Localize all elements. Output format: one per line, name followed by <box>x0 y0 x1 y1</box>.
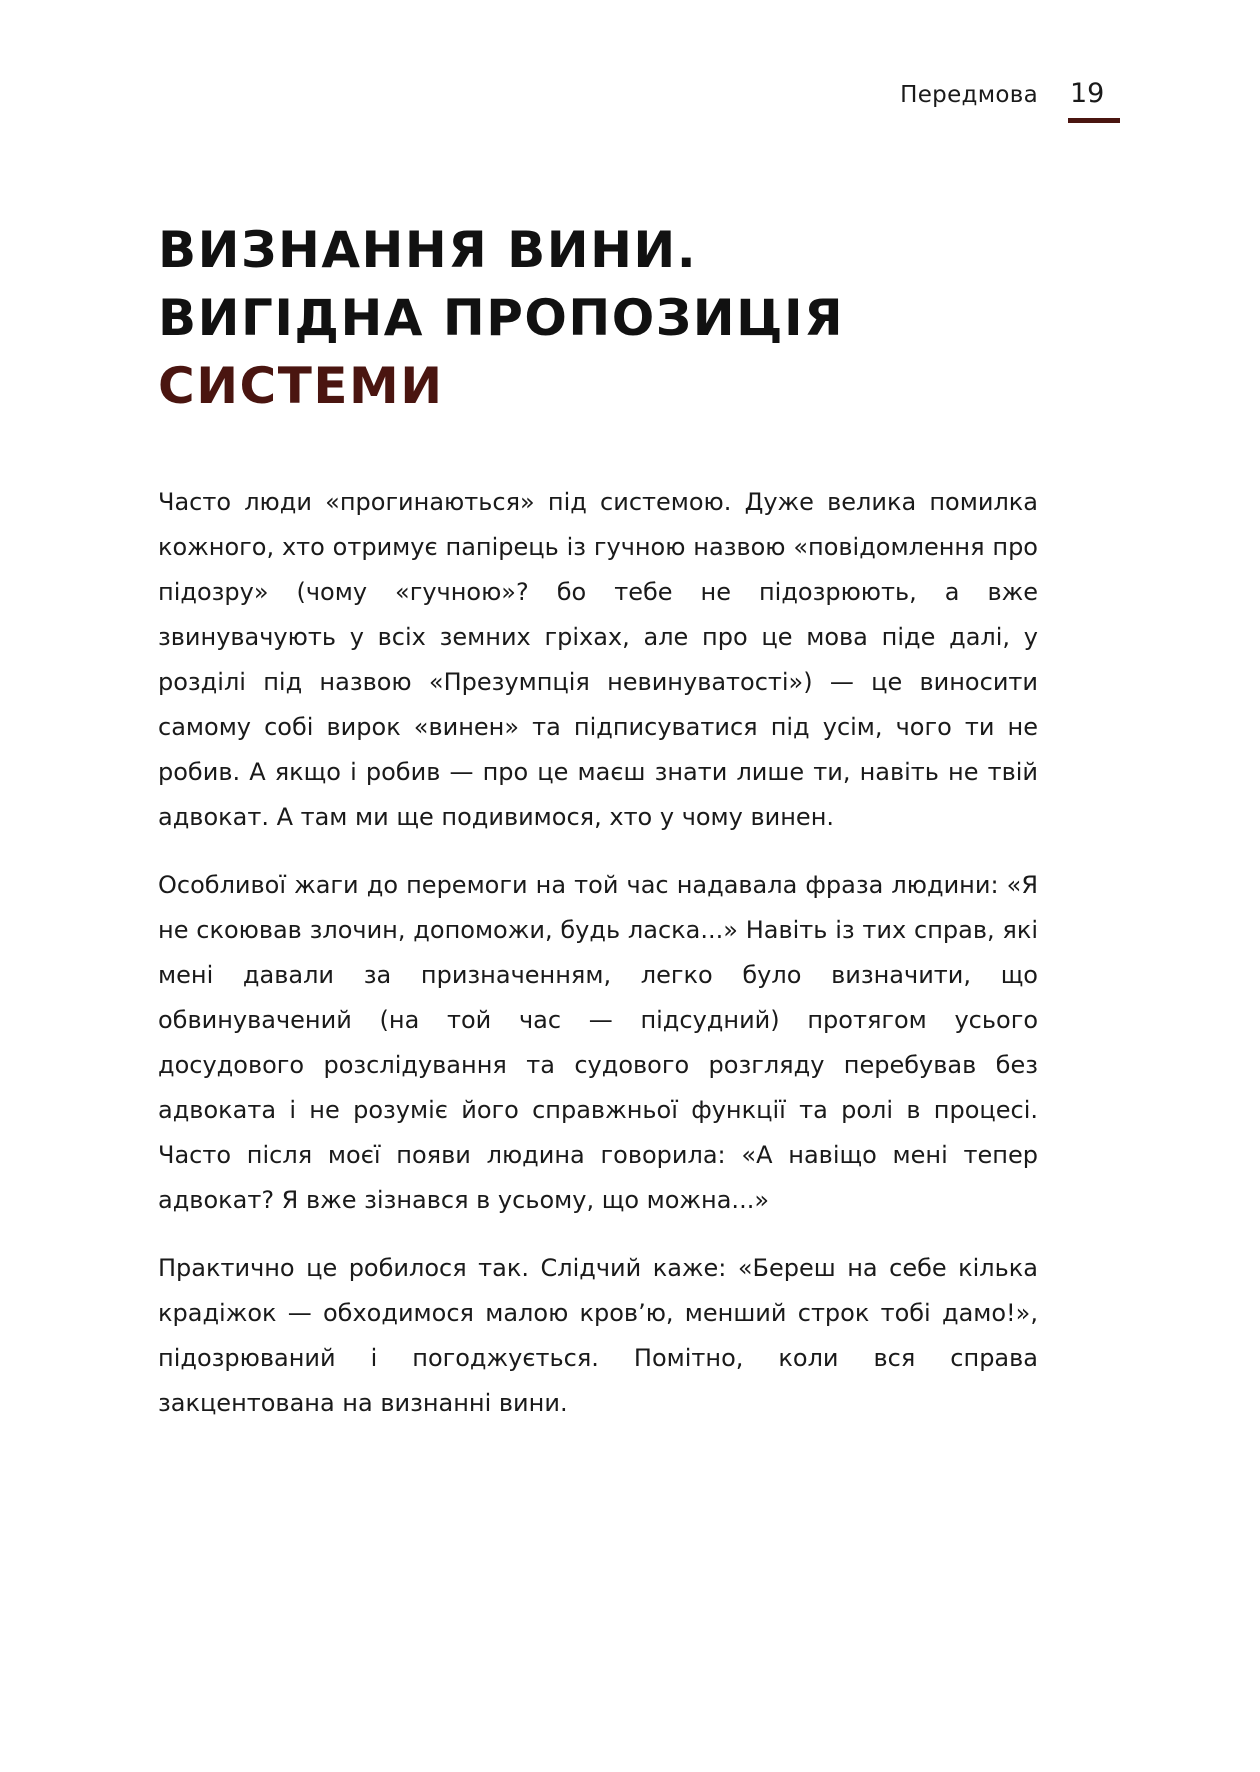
running-header <box>900 78 1120 109</box>
paragraph-2: Особливої жаги до перемоги на той час надавала фраза людини: «Я не скоював злочин, допоможи, будь ласка...» Навіть із тих справ, які мені давали за призначенням, легко було визначити, що обвинувачений (на той час — підсудний) протягом усього досудового розслідування та судового розгляду перебував без адвоката і не розуміє його справжньої функції та ролі в процесі. Часто після моєї появи людина говорила: «А навіщо мені тепер адвокат? Я вже зізнався в усьому, що можна...» <box>158 871 1038 1214</box>
body-text <box>158 480 1038 1449</box>
page-number-block <box>1068 78 1120 109</box>
paragraph-3: Практично це робилося так. Слідчий каже: «Береш на себе кілька крадіжок — обходимося малою кров’ю, менший строк тобі дамо!», підозрюваний і погоджується. Помітно, коли вся справа закцентована на визнанні вини. <box>158 1254 1038 1417</box>
page-number: 19 <box>1070 78 1105 109</box>
chapter-title-line-1: ВИЗНАННЯ ВИНИ. <box>158 221 698 279</box>
section-name: Передмова <box>900 82 1038 108</box>
chapter-title-line-2: ВИГІДНА ПРОПОЗИЦІЯ <box>158 289 845 347</box>
paragraph-1: Часто люди «прогинаються» під системою. Дуже велика помилка кожного, хто отримує папірець із гучною назвою «повідомлення про підозру» (чому «гучною»? бо тебе не підозрюють, а вже звинувачують у всіх земних гріхах, але про це мова піде далі, у розділі під назвою «Презумпція невинуватості») — це виносити самому собі вирок «винен» та підписуватися під усім, чого ти не робив. А якщо і робив — про це маєш знати лише ти, навіть не твій адвокат. А там ми ще подивимося, хто у чому винен. <box>158 488 1038 831</box>
page-number-underline <box>1068 118 1120 123</box>
chapter-title <box>158 216 844 420</box>
chapter-title-line-3: СИСТЕМИ <box>158 357 444 415</box>
